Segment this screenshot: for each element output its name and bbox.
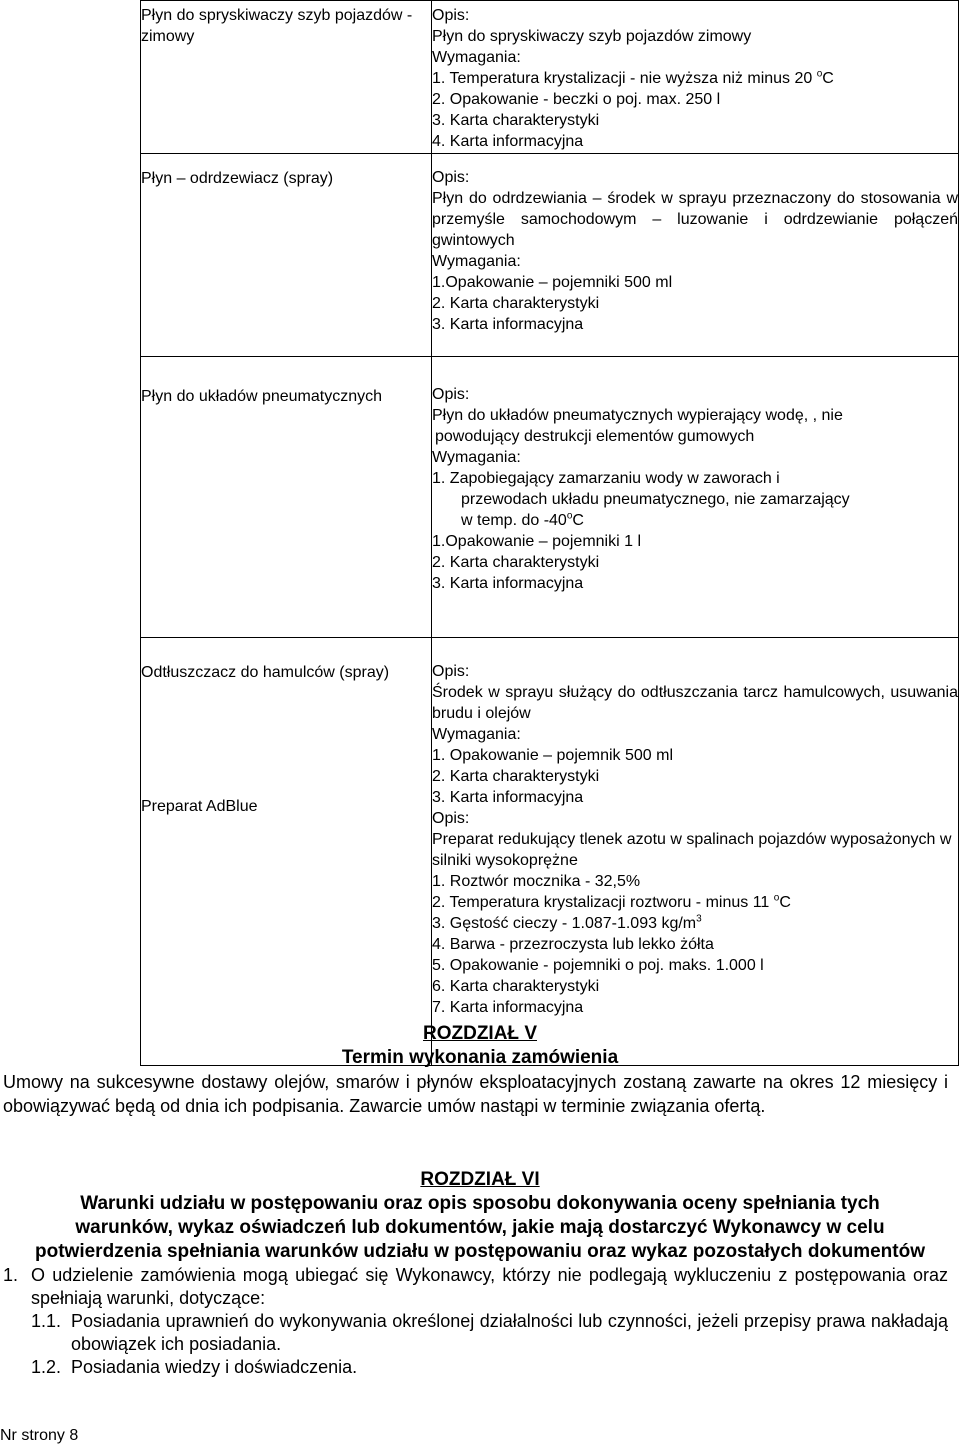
requirements-list xyxy=(432,272,958,335)
requirement-item xyxy=(432,997,958,1018)
product-name-text: Płyn do spryskiwaczy szyb pojazdów - zimowy xyxy=(141,7,413,45)
requirement-item xyxy=(432,314,958,335)
requirements-list xyxy=(432,68,958,152)
requirement-text: 3. Karta informacyjna xyxy=(432,575,584,592)
requirement-item xyxy=(432,892,958,913)
opis-label: Opis: xyxy=(432,7,470,24)
requirement-text: 7. Karta informacyjna xyxy=(432,999,584,1016)
requirement-item xyxy=(432,110,958,131)
requirement-text: 3. Karta informacyjna xyxy=(432,316,584,333)
requirement-item xyxy=(432,468,958,489)
degree-sup: o xyxy=(566,510,573,522)
requirement-text: 2. Karta charakterystyki xyxy=(432,554,600,571)
requirement-text: 2. Karta charakterystyki xyxy=(432,295,600,312)
requirement-item xyxy=(432,272,958,293)
requirement-text: 1.Opakowanie – pojemniki 1 l xyxy=(432,533,642,550)
product-name xyxy=(141,154,432,357)
requirement-text: 2. Opakowanie - beczki o poj. max. 250 l xyxy=(432,91,721,108)
requirement-unit: C xyxy=(779,894,791,911)
list-item xyxy=(0,1356,960,1379)
list-text: Posiadania wiedzy i doświadczenia. xyxy=(71,1357,358,1377)
requirement-text: 4. Karta informacyjna xyxy=(432,133,584,150)
requirement-text: 1. Roztwór mocznika - 32,5% xyxy=(432,873,641,890)
requirement-text: 1. Opakowanie – pojemnik 500 ml xyxy=(432,747,674,764)
requirement-text: 5. Opakowanie - pojemniki o poj. maks. 1.000 l xyxy=(432,957,764,974)
product-name xyxy=(141,357,432,638)
opis-label: Opis: xyxy=(432,663,470,680)
requirement-item xyxy=(432,552,958,573)
temp-text: w temp. do -40 xyxy=(461,512,567,529)
list-number: 1.2. xyxy=(31,1357,62,1377)
list-text: Posiadania uprawnień do wykonywania określonej działalności lub czynności, jeżeli przepisy prawa nakładają obowiązek ich posiadania. xyxy=(71,1311,948,1354)
product-name-text: Preparat AdBlue xyxy=(141,798,258,815)
requirement-text: 2. Temperatura krystalizacji roztworu - minus 11 xyxy=(432,894,774,911)
product-name-text: Odtłuszczacz do hamulców (spray) xyxy=(141,664,390,681)
requirement-text: 1. Temperatura krystalizacji - nie wyższa niż minus 20 xyxy=(432,70,817,87)
section-title: ROZDZIAŁ V xyxy=(423,1023,537,1044)
opis-text: Środek w sprayu służący do odtłuszczania tarcz hamulcowych, usuwania brudu i olejów xyxy=(432,684,958,722)
list-number: 1. xyxy=(3,1265,19,1285)
requirement-text: 2. Karta charakterystyki xyxy=(432,768,600,785)
page-number: Nr strony 8 xyxy=(0,1427,79,1444)
opis-text: Płyn do odrdzewiania – środek w sprayu przeznaczony do stosowania w przemyśle samochodowym – luzowanie i odrdzewianie połączeń gwintowych xyxy=(432,190,958,249)
product-description xyxy=(432,357,959,638)
section-text: Umowy na sukcesywne dostawy olejów, smarów i płynów eksploatacyjnych zostaną zawarte na okres 12 miesięcy i obowiązywać będą od dnia ich podpisania. Zawarcie umów nastąpi w terminie związania ofertą. xyxy=(3,1072,948,1116)
product-description xyxy=(432,1,959,154)
products-table xyxy=(140,0,959,1066)
requirements-list xyxy=(432,745,958,808)
requirement-item xyxy=(432,89,958,110)
requirement-item xyxy=(432,68,958,89)
requirement-item xyxy=(432,955,958,976)
requirement-item xyxy=(432,293,958,314)
superscript: 3 xyxy=(696,913,702,925)
requirement-item xyxy=(432,573,958,594)
requirement-item xyxy=(432,531,958,552)
requirement-item xyxy=(432,913,958,934)
requirement-unit: C xyxy=(822,70,834,87)
table-row xyxy=(141,1,959,154)
product-description xyxy=(432,154,959,357)
requirement-text: 6. Karta charakterystyki xyxy=(432,978,600,995)
product-name-text: Płyn – odrdzewiacz (spray) xyxy=(141,170,334,187)
product-description xyxy=(432,638,959,1066)
requirement-text: 3. Karta informacyjna xyxy=(432,789,584,806)
product-name xyxy=(141,1,432,154)
section-subtitle: Warunki udziału w postępowaniu oraz opis sposobu dokonywania oceny spełniania tych warunków, wykaz oświadczeń lub dokumentów, jakie mają dostarczyć Wykonawcy w celu potwierdzenia spełniania warunków udziału w postępowaniu oraz wykaz pozostałych dokumentów xyxy=(35,1193,925,1262)
requirement-item xyxy=(432,131,958,152)
opis-label: Opis: xyxy=(432,810,470,827)
table-row xyxy=(141,357,959,638)
list-text: O udzielenie zamówienia mogą ubiegać się Wykonawcy, którzy nie podlegają wykluczeniu z postępowania oraz spełniają warunki, dotyczące: xyxy=(31,1265,948,1308)
requirement-item xyxy=(432,787,958,808)
requirement-item xyxy=(432,976,958,997)
wymagania-label: Wymagania: xyxy=(432,253,521,270)
requirement-text: Zapobiegający zamarzaniu wody w zaworach i xyxy=(449,470,780,487)
superscript: o xyxy=(773,892,780,904)
opis-text: Płyn do spryskiwaczy szyb pojazdów zimowy xyxy=(432,28,752,45)
list-item xyxy=(0,1264,960,1310)
list-item xyxy=(0,1310,960,1356)
requirement-text: 3. Gęstość cieczy - 1.087-1.093 kg/m xyxy=(432,915,697,932)
requirement-item xyxy=(432,934,958,955)
section-title: ROZDZIAŁ VI xyxy=(420,1169,540,1190)
opis-label: Opis: xyxy=(432,386,470,403)
requirement-text: 1.Opakowanie – pojemniki 500 ml xyxy=(432,274,673,291)
list-number: 1.1. xyxy=(31,1311,62,1331)
temp-unit: C xyxy=(572,512,584,529)
opis-label: Opis: xyxy=(432,169,470,186)
requirement-text: 4. Barwa - przezroczysta lub lekko żółta xyxy=(432,936,714,953)
section-subtitle: Termin wykonania zamówienia xyxy=(341,1047,619,1068)
product-name-text: Płyn do układów pneumatycznych xyxy=(141,388,383,405)
requirement-item xyxy=(432,871,958,892)
wymagania-label: Wymagania: xyxy=(432,449,521,466)
requirements-list xyxy=(432,871,958,1018)
requirement-item xyxy=(432,766,958,787)
section-6 xyxy=(0,1168,960,1379)
requirement-text: 3. Karta charakterystyki xyxy=(432,112,600,129)
opis-text: Preparat redukujący tlenek azotu w spalinach pojazdów wyposażonych w silniki wysokoprężne xyxy=(432,831,952,869)
opis-text: Płyn do układów pneumatycznych wypierający wodę, , nie xyxy=(432,407,843,424)
product-name xyxy=(141,638,432,1066)
opis-text-cont: powodujący destrukcji elementów gumowych xyxy=(435,428,755,445)
requirement-item xyxy=(432,745,958,766)
table-row xyxy=(141,638,959,1066)
wymagania-label: Wymagania: xyxy=(432,49,521,66)
requirement-text-cont xyxy=(432,510,958,531)
wymagania-label: Wymagania: xyxy=(432,726,521,743)
table-row xyxy=(141,154,959,357)
section-5 xyxy=(0,1022,960,1118)
requirement-number: 1. xyxy=(432,470,446,487)
superscript: o xyxy=(816,68,823,80)
requirements-list xyxy=(432,531,958,594)
requirement-text-cont: przewodach układu pneumatycznego, nie zamarzający xyxy=(461,491,850,508)
